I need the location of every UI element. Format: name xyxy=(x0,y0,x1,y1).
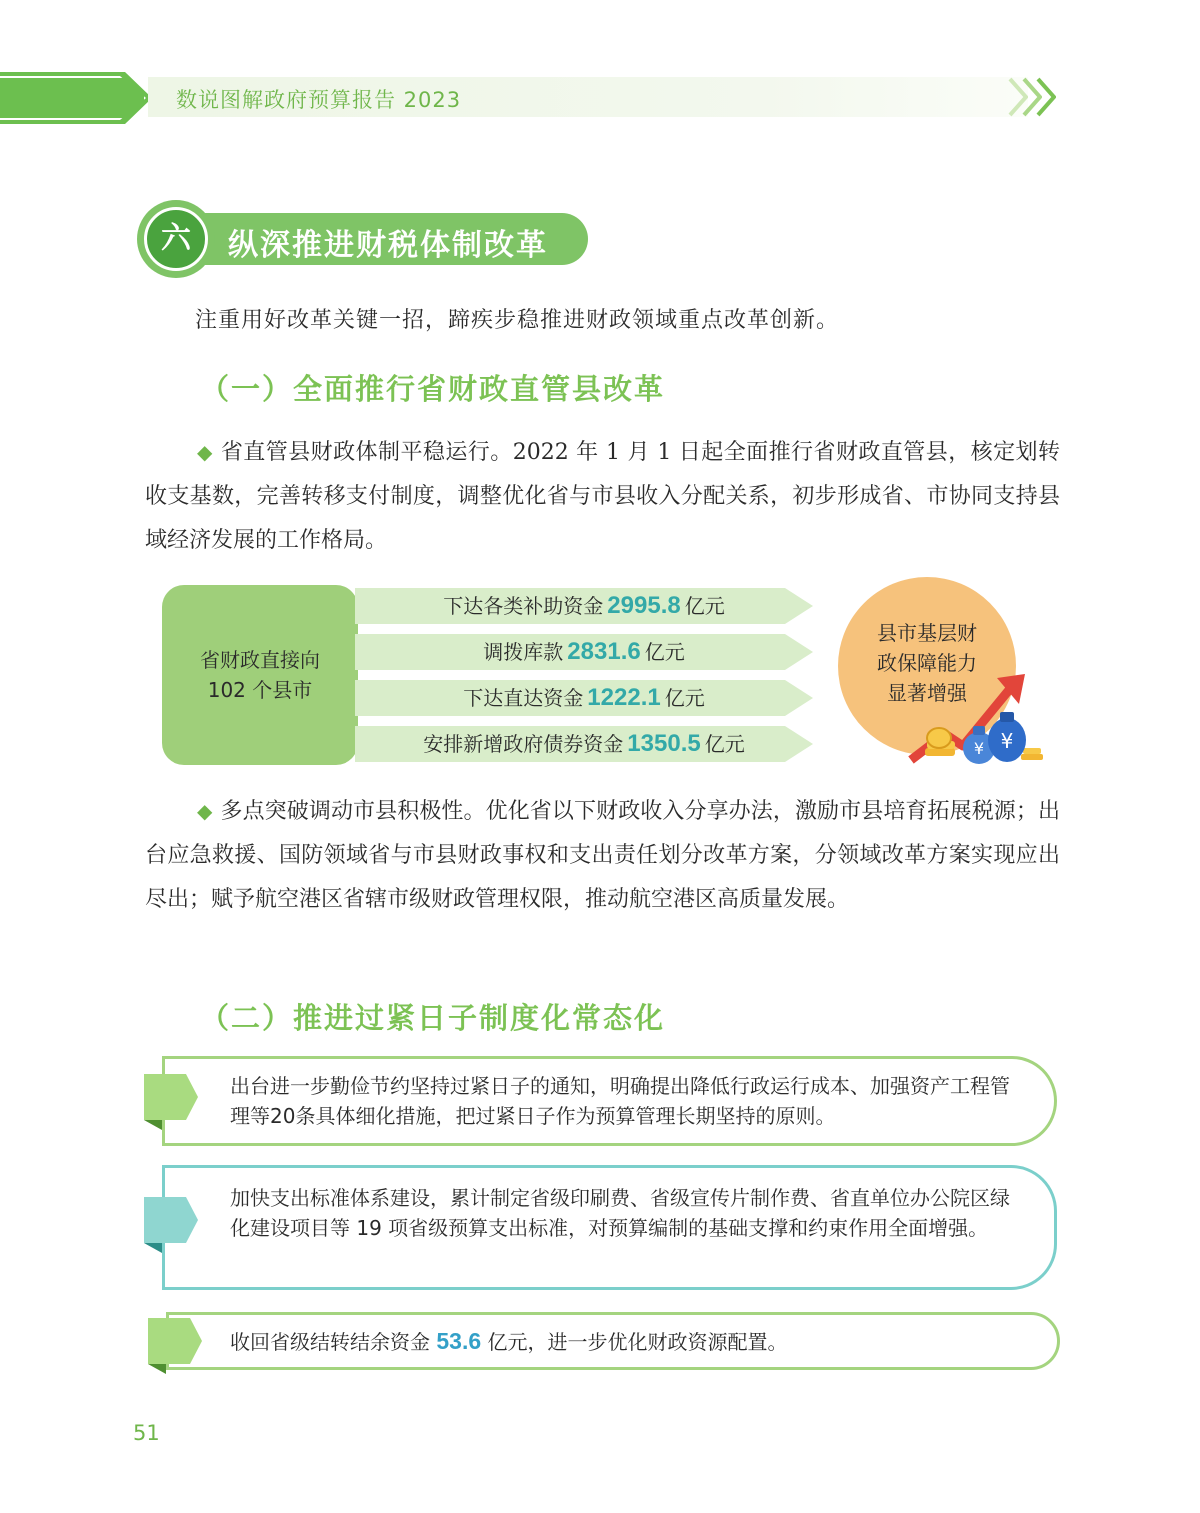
flow-arrow-label-3 xyxy=(355,680,813,716)
card-3-value: 53.6 xyxy=(436,1328,482,1354)
flow-label-text: 下达直达资金 xyxy=(463,686,584,710)
section-title: 纵深推进财税体制改革 xyxy=(228,228,548,263)
result-line-3: 显著增强 xyxy=(887,681,967,705)
paragraph-1 xyxy=(145,430,1060,563)
yen-symbol: ¥ xyxy=(1000,729,1014,753)
flow-unit: 亿元 xyxy=(684,594,725,618)
flow-value: 1350.5 xyxy=(627,730,701,757)
flow-arrow-label-2 xyxy=(355,634,813,670)
result-line-1: 县市基层财 xyxy=(877,621,977,645)
subsection-title-1: （一）全面推行省财政直管县改革 xyxy=(200,372,666,406)
flow-value: 2831.6 xyxy=(567,638,641,665)
header-arrow-outline xyxy=(0,76,146,120)
result-line-2: 政保障能力 xyxy=(877,651,977,675)
intro-text: 注重用好改革关键一招，蹄疾步稳推进财政领域重点改革创新。 xyxy=(195,308,840,333)
flow-unit: 亿元 xyxy=(704,732,745,756)
card-flag-fold xyxy=(148,1364,166,1374)
source-line-1: 省财政直接向 xyxy=(200,648,320,672)
header-title: 数说图解政府预算报告 2023 xyxy=(176,88,462,112)
diamond-bullet-icon: ◆ xyxy=(197,440,213,464)
flow-value: 1222.1 xyxy=(587,684,661,711)
flow-label-text: 调拨库款 xyxy=(483,640,564,664)
section-number: 六 xyxy=(161,221,191,256)
page-number: 51 xyxy=(133,1421,160,1445)
flow-arrow-label-4 xyxy=(355,726,813,762)
money-growth-illustration-icon xyxy=(905,668,1045,770)
money-bag-icon xyxy=(963,712,1026,764)
chevron-right-icon xyxy=(1036,77,1056,117)
flow-value: 2995.8 xyxy=(607,592,681,619)
card-3-prefix: 收回省级结转结余资金 xyxy=(230,1330,430,1354)
flow-unit: 亿元 xyxy=(644,640,685,664)
paragraph-2-text: 多点突破调动市县积极性。优化省以下财政收入分享办法，激励市县培育拓展税源；出台应急救援、国防领域省与市县财政事权和支出责任划分改革方案，分领域改革方案实现应出尽出；赋予航空港区省辖市级财政管理权限，推动航空港区高质量发展。 xyxy=(145,799,1060,912)
source-box-text xyxy=(162,645,358,705)
card-3-text xyxy=(230,1326,1020,1357)
flow-arrow-label-1 xyxy=(355,588,813,624)
flow-unit: 亿元 xyxy=(664,686,705,710)
diamond-bullet-icon: ◆ xyxy=(197,799,213,823)
subsection-title-2: （二）推进过紧日子制度化常态化 xyxy=(200,1001,666,1035)
card-flag-fold xyxy=(144,1120,162,1130)
paragraph-1-text: 省直管县财政体制平稳运行。2022 年 1 月 1 日起全面推行省财政直管县，核定划转收支基数，完善转移支付制度，调整优化省与市县收入分配关系，初步形成省、市协同支持县域经济发展的工作格局。 xyxy=(145,440,1061,553)
paragraph-2 xyxy=(145,789,1060,922)
flow-label-text: 安排新增政府债券资金 xyxy=(423,732,624,756)
source-line-2: 102 个县市 xyxy=(207,678,313,702)
card-2-text: 加快支出标准体系建设，累计制定省级印刷费、省级宣传片制作费、省直单位办公院区绿化建设项目等 19 项省级预算支出标准，对预算编制的基础支撑和约束作用全面增强。 xyxy=(230,1186,1010,1240)
card-flag-fold xyxy=(144,1243,162,1253)
yen-symbol: ¥ xyxy=(973,739,985,758)
card-1-text: 出台进一步勤俭节约坚持过紧日子的通知，明确提出降低行政运行成本、加强资产工程管理等20条具体细化措施，把过紧日子作为预算管理长期坚持的原则。 xyxy=(230,1074,1010,1128)
card-3-suffix: 亿元，进一步优化财政资源配置。 xyxy=(487,1330,788,1354)
flow-label-text: 下达各类补助资金 xyxy=(443,594,604,618)
